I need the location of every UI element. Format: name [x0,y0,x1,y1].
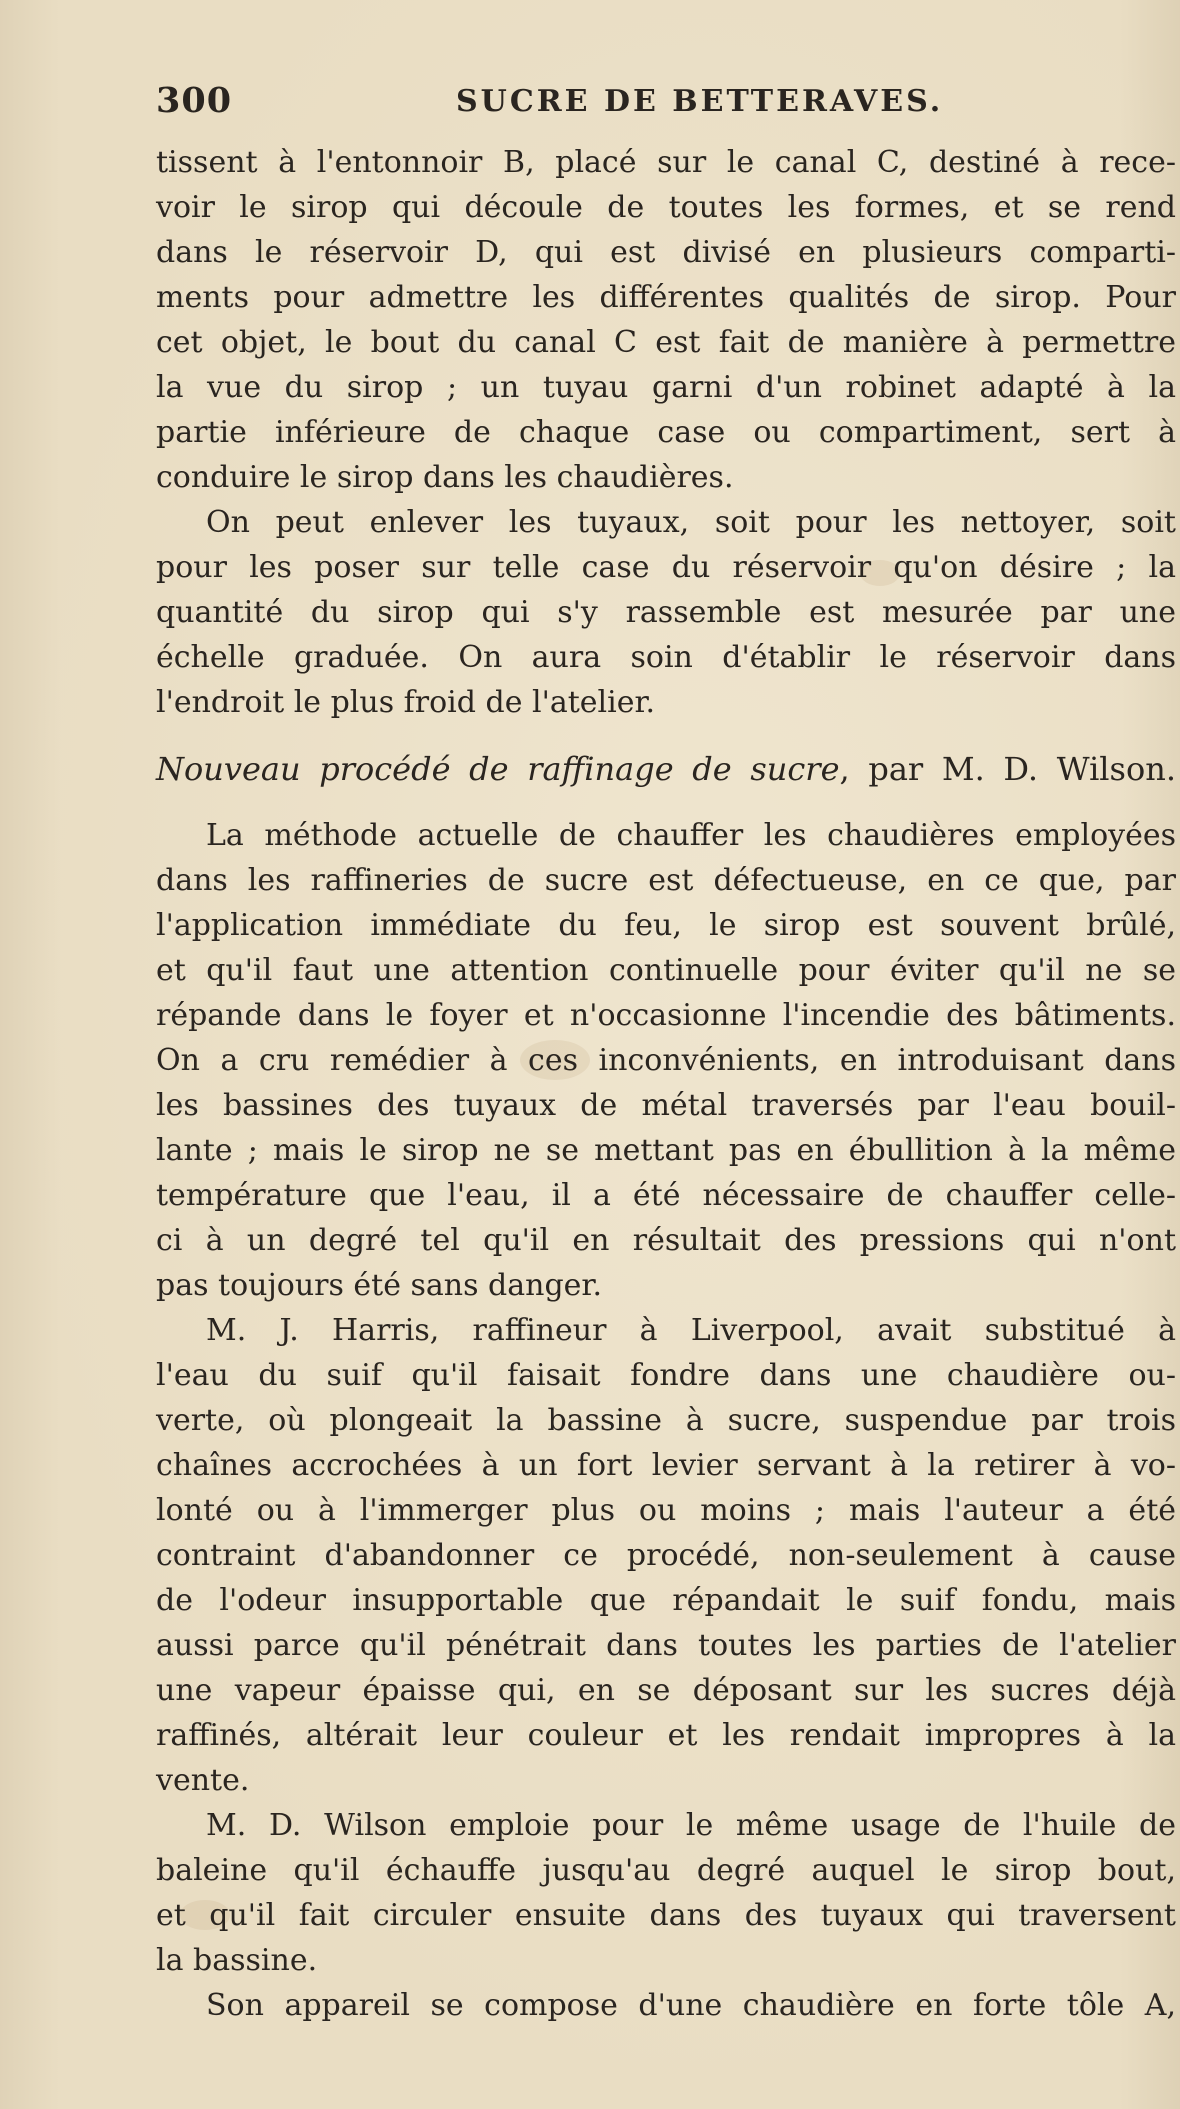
text-line: aussi parce qu'il pénétrait dans toutes les parties de l'atelier [156,1628,1176,1663]
paragraph-2 [156,500,1176,725]
text-line: voir le sirop qui découle de toutes les formes, et se rend [156,190,1176,225]
text-line: une vapeur épaisse qui, en se déposant sur les sucres déjà [156,1673,1176,1708]
text-line: baleine qu'il échauffe jusqu'au degré auquel le sirop bout, [156,1853,1176,1888]
text-line: de l'odeur insupportable que répandait le suif fondu, mais [156,1583,1176,1618]
page-number: 300 [156,80,233,121]
text-line: chaînes accrochées à un fort levier servant à la retirer à vo- [156,1448,1176,1483]
text-line: répande dans le foyer et n'occasionne l'incendie des bâtiments. [156,998,1176,1033]
text-line: Son appareil se compose d'une chaudière en forte tôle A, [206,1988,1176,2023]
text-line: quantité du sirop qui s'y rassemble est mesurée par une [156,595,1176,630]
text-line: l'eau du suif qu'il faisait fondre dans une chaudière ou- [156,1358,1176,1393]
body-text [156,140,1176,2028]
text-line: température que l'eau, il a été nécessaire de chauffer celle- [156,1178,1176,1213]
text-line: M. D. Wilson emploie pour le même usage de l'huile de [206,1808,1176,1843]
text-line: la bassine. [156,1943,318,1978]
text-line: échelle graduée. On aura soin d'établir le réservoir dans [156,640,1176,675]
running-title: SUCRE DE BETTERAVES. [456,84,944,119]
paragraph-4 [156,1308,1176,1803]
text-line: dans le réservoir D, qui est divisé en plusieurs comparti- [156,235,1176,270]
text-line: On a cru remédier à ces inconvénients, en introduisant dans [156,1043,1176,1078]
text-line: les bassines des tuyaux de métal traversés par l'eau bouil- [156,1088,1176,1123]
text-line: M. J. Harris, raffineur à Liverpool, avait substitué à [206,1313,1176,1348]
text-line: partie inférieure de chaque case ou compartiment, sert à [156,415,1176,450]
text-line: vente. [156,1763,250,1798]
paragraph-1 [156,140,1176,500]
text-line: la vue du sirop ; un tuyau garni d'un robinet adapté à la [156,370,1176,405]
text-line: l'endroit le plus froid de l'atelier. [156,685,656,720]
paragraph-3 [156,813,1176,1308]
text-line: pas toujours été sans danger. [156,1268,603,1303]
section-gap [156,799,1176,813]
text-line: La méthode actuelle de chauffer les chaudières employées [206,818,1176,853]
text-line: tissent à l'entonnoir B, placé sur le canal C, destiné à rece- [156,145,1176,180]
text-line: ments pour admettre les différentes qualités de sirop. Pour [156,280,1176,315]
section-gap [156,725,1176,739]
text-line: l'application immédiate du feu, le sirop est souvent brûlé, [156,908,1176,943]
text-line: dans les raffineries de sucre est défectueuse, en ce que, par [156,863,1176,898]
page-header [156,80,1166,130]
paragraph-5 [156,1803,1176,1983]
text-line: pour les poser sur telle case du réservoir qu'on désire ; la [156,550,1176,585]
text-line: et qu'il fait circuler ensuite dans des tuyaux qui traversent [156,1898,1176,1933]
paragraph-6 [156,1983,1176,2028]
text-line: verte, où plongeait la bassine à sucre, suspendue par trois [156,1403,1176,1438]
section-byline: , par M. D. Wilson. [839,750,1177,788]
section-heading [156,739,1176,799]
text-line: On peut enlever les tuyaux, soit pour les nettoyer, soit [206,505,1176,540]
text-line: lonté ou à l'immerger plus ou moins ; mais l'auteur a été [156,1493,1176,1528]
text-line: contraint d'abandonner ce procédé, non-seulement à cause [156,1538,1176,1573]
text-line: et qu'il faut une attention continuelle pour éviter qu'il ne se [156,953,1176,988]
text-line: cet objet, le bout du canal C est fait de manière à permettre [156,325,1176,360]
section-title: Nouveau procédé de raffinage de sucre [156,750,840,788]
text-line: raffinés, altérait leur couleur et les rendait impropres à la [156,1718,1176,1753]
text-line: lante ; mais le sirop ne se mettant pas en ébullition à la même [156,1133,1176,1168]
text-line: conduire le sirop dans les chaudières. [156,460,734,495]
text-line: ci à un degré tel qu'il en résultait des pressions qui n'ont [156,1223,1176,1258]
